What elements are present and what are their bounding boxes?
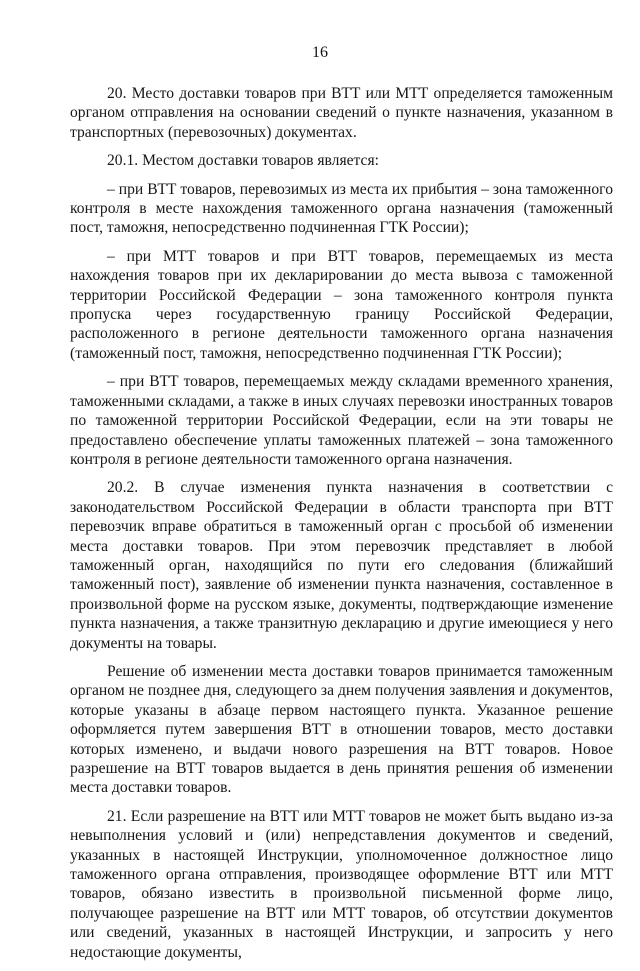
paragraph-20-1: 20.1. Местом доставки товаров является: xyxy=(107,152,379,170)
paragraph-20-1-item-a: – при ВТТ товаров, перевозимых из места их прибытия – зона таможенного контроля в месте нахождения таможенного органа назначения (таможенный пост, таможня, непосредственно подчиненная ГТК России); xyxy=(70,180,613,237)
paragraph-20: 20. Место доставки товаров при ВТТ или МТТ определяется таможенным органом отправления на основании сведений о пункте назначения, указанном в транспортных (перевозочных) документах. xyxy=(70,85,613,141)
document-body xyxy=(70,84,613,971)
paragraph-20-2: 20.2. В случае изменения пункта назначения в соответствии с законодательством Российской Федерации в области транспорта при ВТТ перевозчик вправе обратиться в таможенный орган с просьбой об изменении места доставки товаров. При этом перевозчик представляет в любой таможенный орган, находящийся по пути его следования (ближайший таможенный пост), заявление об изменении пункта назначения, составленное в произвольной форме на русском языке, документы, подтверждающие изменение пункта назначения, а также транзитную декларацию и другие имеющиеся у него документы на товары. xyxy=(70,479,613,652)
paragraph-21: 21. Если разрешение на ВТТ или МТТ товаров не может быть выдано из-за невыполнения условий и (или) непредставления документов и сведений, указанных в настоящей Инструкции, уполномоченное должностное лицо таможенного органа отправления, производящее оформление ВТТ или МТТ товаров, обязано известить в произвольной письменной форме лицо, получающее разрешение на ВТТ или МТТ товаров, об отсутствии документов или сведений, указанных в настоящей Инструкции, и запросить у него недостающие документы, xyxy=(70,807,613,961)
page-number: 16 xyxy=(312,44,328,61)
paragraph-20-1-item-c: – при ВТТ товаров, перемещаемых между складами временного хранения, таможенными складами, а также в иных случаях перевозки иностранных товаров по таможенной территории Российской Федерации, если на эти товары не предоставлено обеспечение уплаты таможенных платежей – зона таможенного контроля в регионе деятельности таможенного органа назначения. xyxy=(70,373,613,468)
paragraph-20-2-decision: Решение об изменении места доставки товаров принимается таможенным органом не позднее дня, следующего за днем получения заявления и документов, которые указаны в абзаце первом настоящего пункта. Указанное решение оформляется путем завершения ВТТ в отношении товаров, место доставки которых изменено, и выдачи нового разрешения на ВТТ товаров. Новое разрешение на ВТТ товаров выдается в день принятия решения об изменении места доставки товаров. xyxy=(70,662,613,797)
paragraph-20-1-item-b: – при МТТ товаров и при ВТТ товаров, перемещаемых из места нахождения товаров при их декларировании до места вывоза с таможенной территории Российской Федерации – зона таможенного контроля пункта пропуска через государственную границу Российской Федерации, расположенного в регионе деятельности таможенного органа назначения (таможенный пост, таможня, непосредственно подчиненная ГТК России); xyxy=(70,247,613,362)
